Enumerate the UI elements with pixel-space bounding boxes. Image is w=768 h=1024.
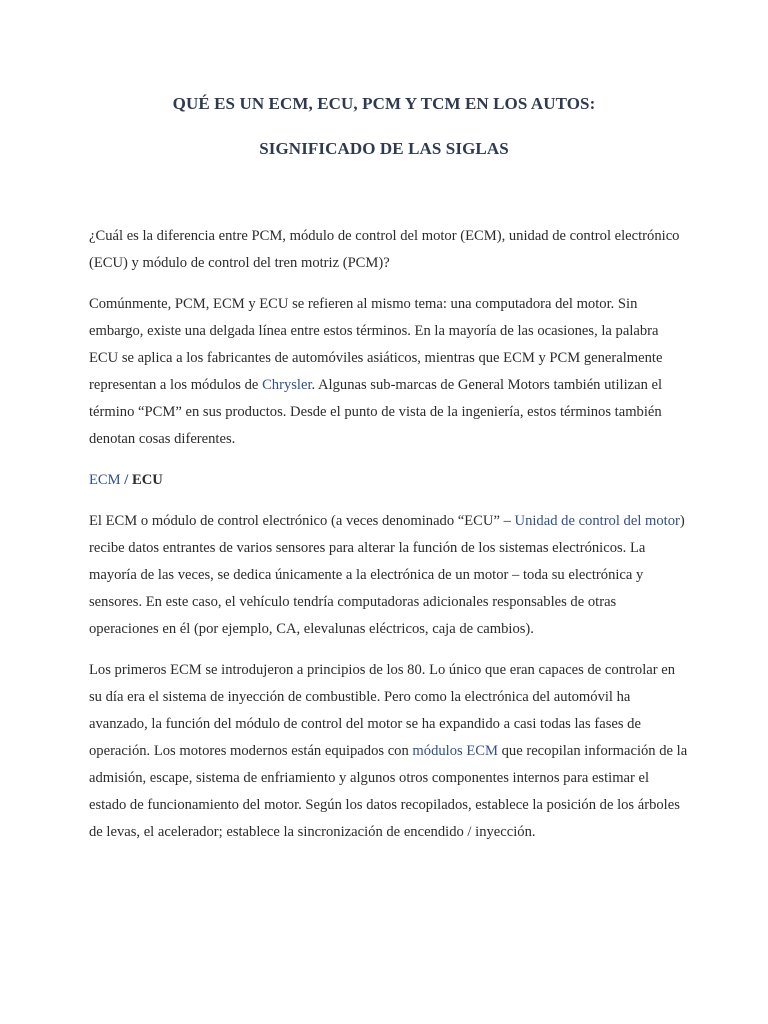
- paragraph-intro-text-b: . Algunas sub-marcas de General Motors también utilizan el término “PCM” en sus productos. Desde el punto de vista de la ingeniería, estos términos también denotan cosas diferentes.: [89, 377, 663, 447]
- document-title-line1: QUÉ ES UN ECM, ECU, PCM Y TCM EN LOS AUTOS:: [172, 94, 596, 113]
- document-body: [89, 223, 689, 860]
- paragraph-ecm-history: [89, 657, 689, 846]
- section-heading-ecm-ecu: [89, 467, 689, 494]
- chrysler-link[interactable]: Chrysler: [262, 377, 312, 393]
- document-title-line2: SIGNIFICADO DE LAS SIGLAS: [259, 139, 509, 158]
- paragraph-ecm-definition-text-b: ) recibe datos entrantes de varios sensores para alterar la función de los sistemas electrónicos. La mayoría de las veces, se dedica únicamente a la electrónica de un motor – toda su electrónica y sensores. En este caso, el vehículo tendría computadoras adicionales responsables de otras operaciones en él (por ejemplo, CA, elevalunas eléctricos, caja de cambios).: [89, 513, 685, 637]
- paragraph-ecm-history-text-b: que recopilan información de la admisión, escape, sistema de enfriamiento y algunos otros componentes internos para estimar el estado de funcionamiento del motor. Según los datos recopilados, establece la posición de los árboles de levas, el acelerador; establece la sincronización de encendido / inyección.: [89, 743, 688, 840]
- heading-separator: /: [120, 472, 132, 488]
- engine-control-unit-link[interactable]: Unidad de control del motor: [514, 513, 680, 529]
- paragraph-question-text: ¿Cuál es la diferencia entre PCM, módulo de control del motor (ECM), unidad de control electrónico (ECU) y módulo de control del tren motriz (PCM)?: [89, 228, 680, 271]
- paragraph-ecm-definition: [89, 508, 689, 643]
- paragraph-intro: [89, 291, 689, 453]
- ecm-modules-link[interactable]: módulos ECM: [412, 743, 498, 759]
- ecu-heading-text: ECU: [131, 472, 163, 488]
- ecm-heading-link[interactable]: ECM: [89, 472, 121, 488]
- paragraph-question: [89, 223, 689, 277]
- paragraph-ecm-history-text-a: Los primeros ECM se introdujeron a principios de los 80. Lo único que eran capaces de controlar en su día era el sistema de inyección de combustible. Pero como la electrónica del automóvil ha avanzado, la función del módulo de control del motor se ha expandido a casi todas las fases de operación. Los motores modernos están equipados con: [89, 662, 676, 759]
- paragraph-ecm-definition-text-a: El ECM o módulo de control electrónico (a veces denominado “ECU” –: [89, 513, 515, 529]
- paragraph-intro-text-a: Comúnmente, PCM, ECM y ECU se refieren al mismo tema: una computadora del motor. Sin embargo, existe una delgada línea entre estos términos. En la mayoría de las ocasiones, la palabra ECU se aplica a los fabricantes de automóviles asiáticos, mientras que ECM y PCM generalmente representan a los módulos de: [89, 296, 663, 393]
